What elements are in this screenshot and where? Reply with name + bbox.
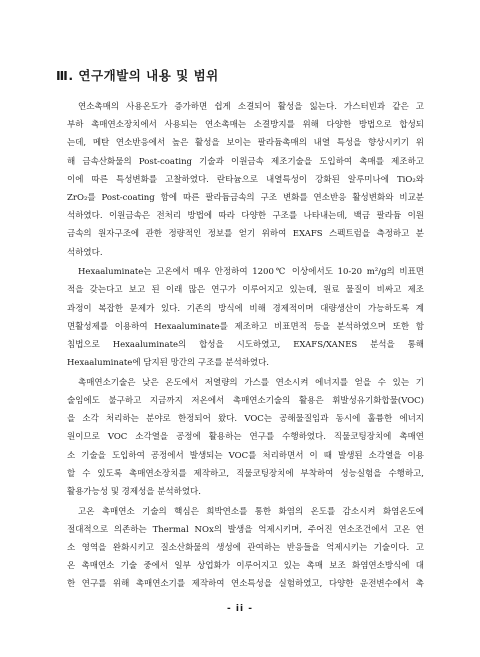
text-line: 석하였다. 이원금속은 전처리 방법에 따라 다양한 구조를 나타내는데, 백금 팔라듐 이원 <box>67 211 424 222</box>
text-line: 석하였다. <box>67 247 103 258</box>
text-line: 이에 따른 특성변화를 고찰하였다. 란타늄으로 내열특성이 강화된 알루미나에 TiO₂와 <box>67 174 424 185</box>
text-line: 고온 촉매연소 기술의 핵심은 희박연소를 통한 화염의 온도를 감소시켜 화염온도에 <box>78 506 424 517</box>
text-line: 과정이 복잡한 문제가 있다. 기존의 방식에 비해 경제적이며 대량생산이 가능하도록 계 <box>67 303 424 314</box>
text-line: 적을 갖는다고 보고 된 이래 많은 연구가 이루어지고 있는데, 원료 물질이 비싸고 제조 <box>67 285 424 296</box>
text-line: Hexaaluminate에 담지된 망간의 구조를 분석하였다. <box>67 358 270 369</box>
text-line: 을 소각 처리하는 분야로 한정되어 왔다. VOC는 공해물질임과 동시에 훌륭한 에너지 <box>67 414 424 425</box>
paragraph <box>67 503 424 594</box>
text-line: 침법으로 Hexaaluminate의 합성을 시도하였고, EXAFS/XANES 분석을 통해 <box>67 339 424 350</box>
text-line: 소 영역을 완화시키고 질소산화물의 생성에 관여하는 반응들을 억제시키는 기술이다. 고 <box>67 543 424 553</box>
text-line: 한 연구를 위해 촉매연소기를 제작하여 연소특성을 실험하였고, 다양한 운전변수에서 촉 <box>67 579 424 590</box>
paragraph <box>67 98 424 262</box>
text-line: ZrO₂를 Post-coating 함에 따른 팔라듐금속의 구조 변화를 연소반응 활성변화와 비교분 <box>67 192 424 203</box>
paragraph <box>67 263 424 372</box>
body-text <box>67 98 424 595</box>
text-line: 할 수 있도록 촉매연소장치를 제작하고, 직물코팅장치에 부착하여 성능실험을 수행하고, <box>67 468 424 479</box>
text-line: 는데, 메탄 연소반응에서 높은 활성을 보이는 팔라듐촉매의 내열 특성을 향상시키기 위 <box>67 138 424 149</box>
text-line: 금속의 원자구조에 관한 정량적인 정보를 얻기 위하여 EXAFS 스펙트럼을 측정하고 분 <box>67 229 424 240</box>
text-line: 면활성제를 이용하여 Hexaaluminate를 제조하고 비표면적 등을 분석하였으며 또한 함 <box>67 321 424 332</box>
text-line: 활용가능성 및 경제성을 분석하였다. <box>67 486 201 497</box>
paragraph <box>67 374 424 501</box>
text-line: 연소촉매의 사용온도가 증가하면 쉽게 소결되어 활성을 잃는다. 가스터빈과 같은 고 <box>78 102 424 112</box>
text-line: 해 금속산화물의 Post-coating 기술과 이원금속 제조기술을 도입하여 촉매를 제조하고 <box>67 156 424 167</box>
text-line: 원이므로 VOC 소각열을 공정에 활용하는 연구를 수행하였다. 직물코팅장치에 촉매연 <box>67 432 424 443</box>
text-line: 술임에도 불구하고 지금까지 저온에서 촉매연소기술의 활용은 휘발성유기화합물(VOC) <box>67 396 424 406</box>
section-heading: Ⅲ. 연구개발의 내용 및 범위 <box>56 68 219 83</box>
text-line: 온 촉매연소 기술 중에서 일부 상업화가 이루어지고 있는 촉매 보조 화염연소방식에 대 <box>67 561 424 572</box>
text-line: Hexaaluminate는 고온에서 매우 안정하여 1200℃ 이상에서도 10-20 m²/g의 비표면 <box>78 267 424 278</box>
text-line: 부하 촉매연소장치에서 사용되는 연소촉매는 소결방지를 위해 다양한 방법으로 합성되 <box>67 120 424 131</box>
text-line: 절대적으로 의존하는 Thermal NOx의 발생을 억제시키며, 주어진 연소조건에서 고온 연 <box>67 524 424 535</box>
text-line: 소 기술을 도입하여 공정에서 발생되는 VOC를 처리하면서 이 때 발생된 소각열을 이용 <box>67 450 424 461</box>
text-line: 촉매연소기술은 낮은 온도에서 저열량의 가스를 연소시켜 에너지를 얻을 수 있는 기 <box>78 377 424 388</box>
page-number: - ii - <box>227 604 253 614</box>
